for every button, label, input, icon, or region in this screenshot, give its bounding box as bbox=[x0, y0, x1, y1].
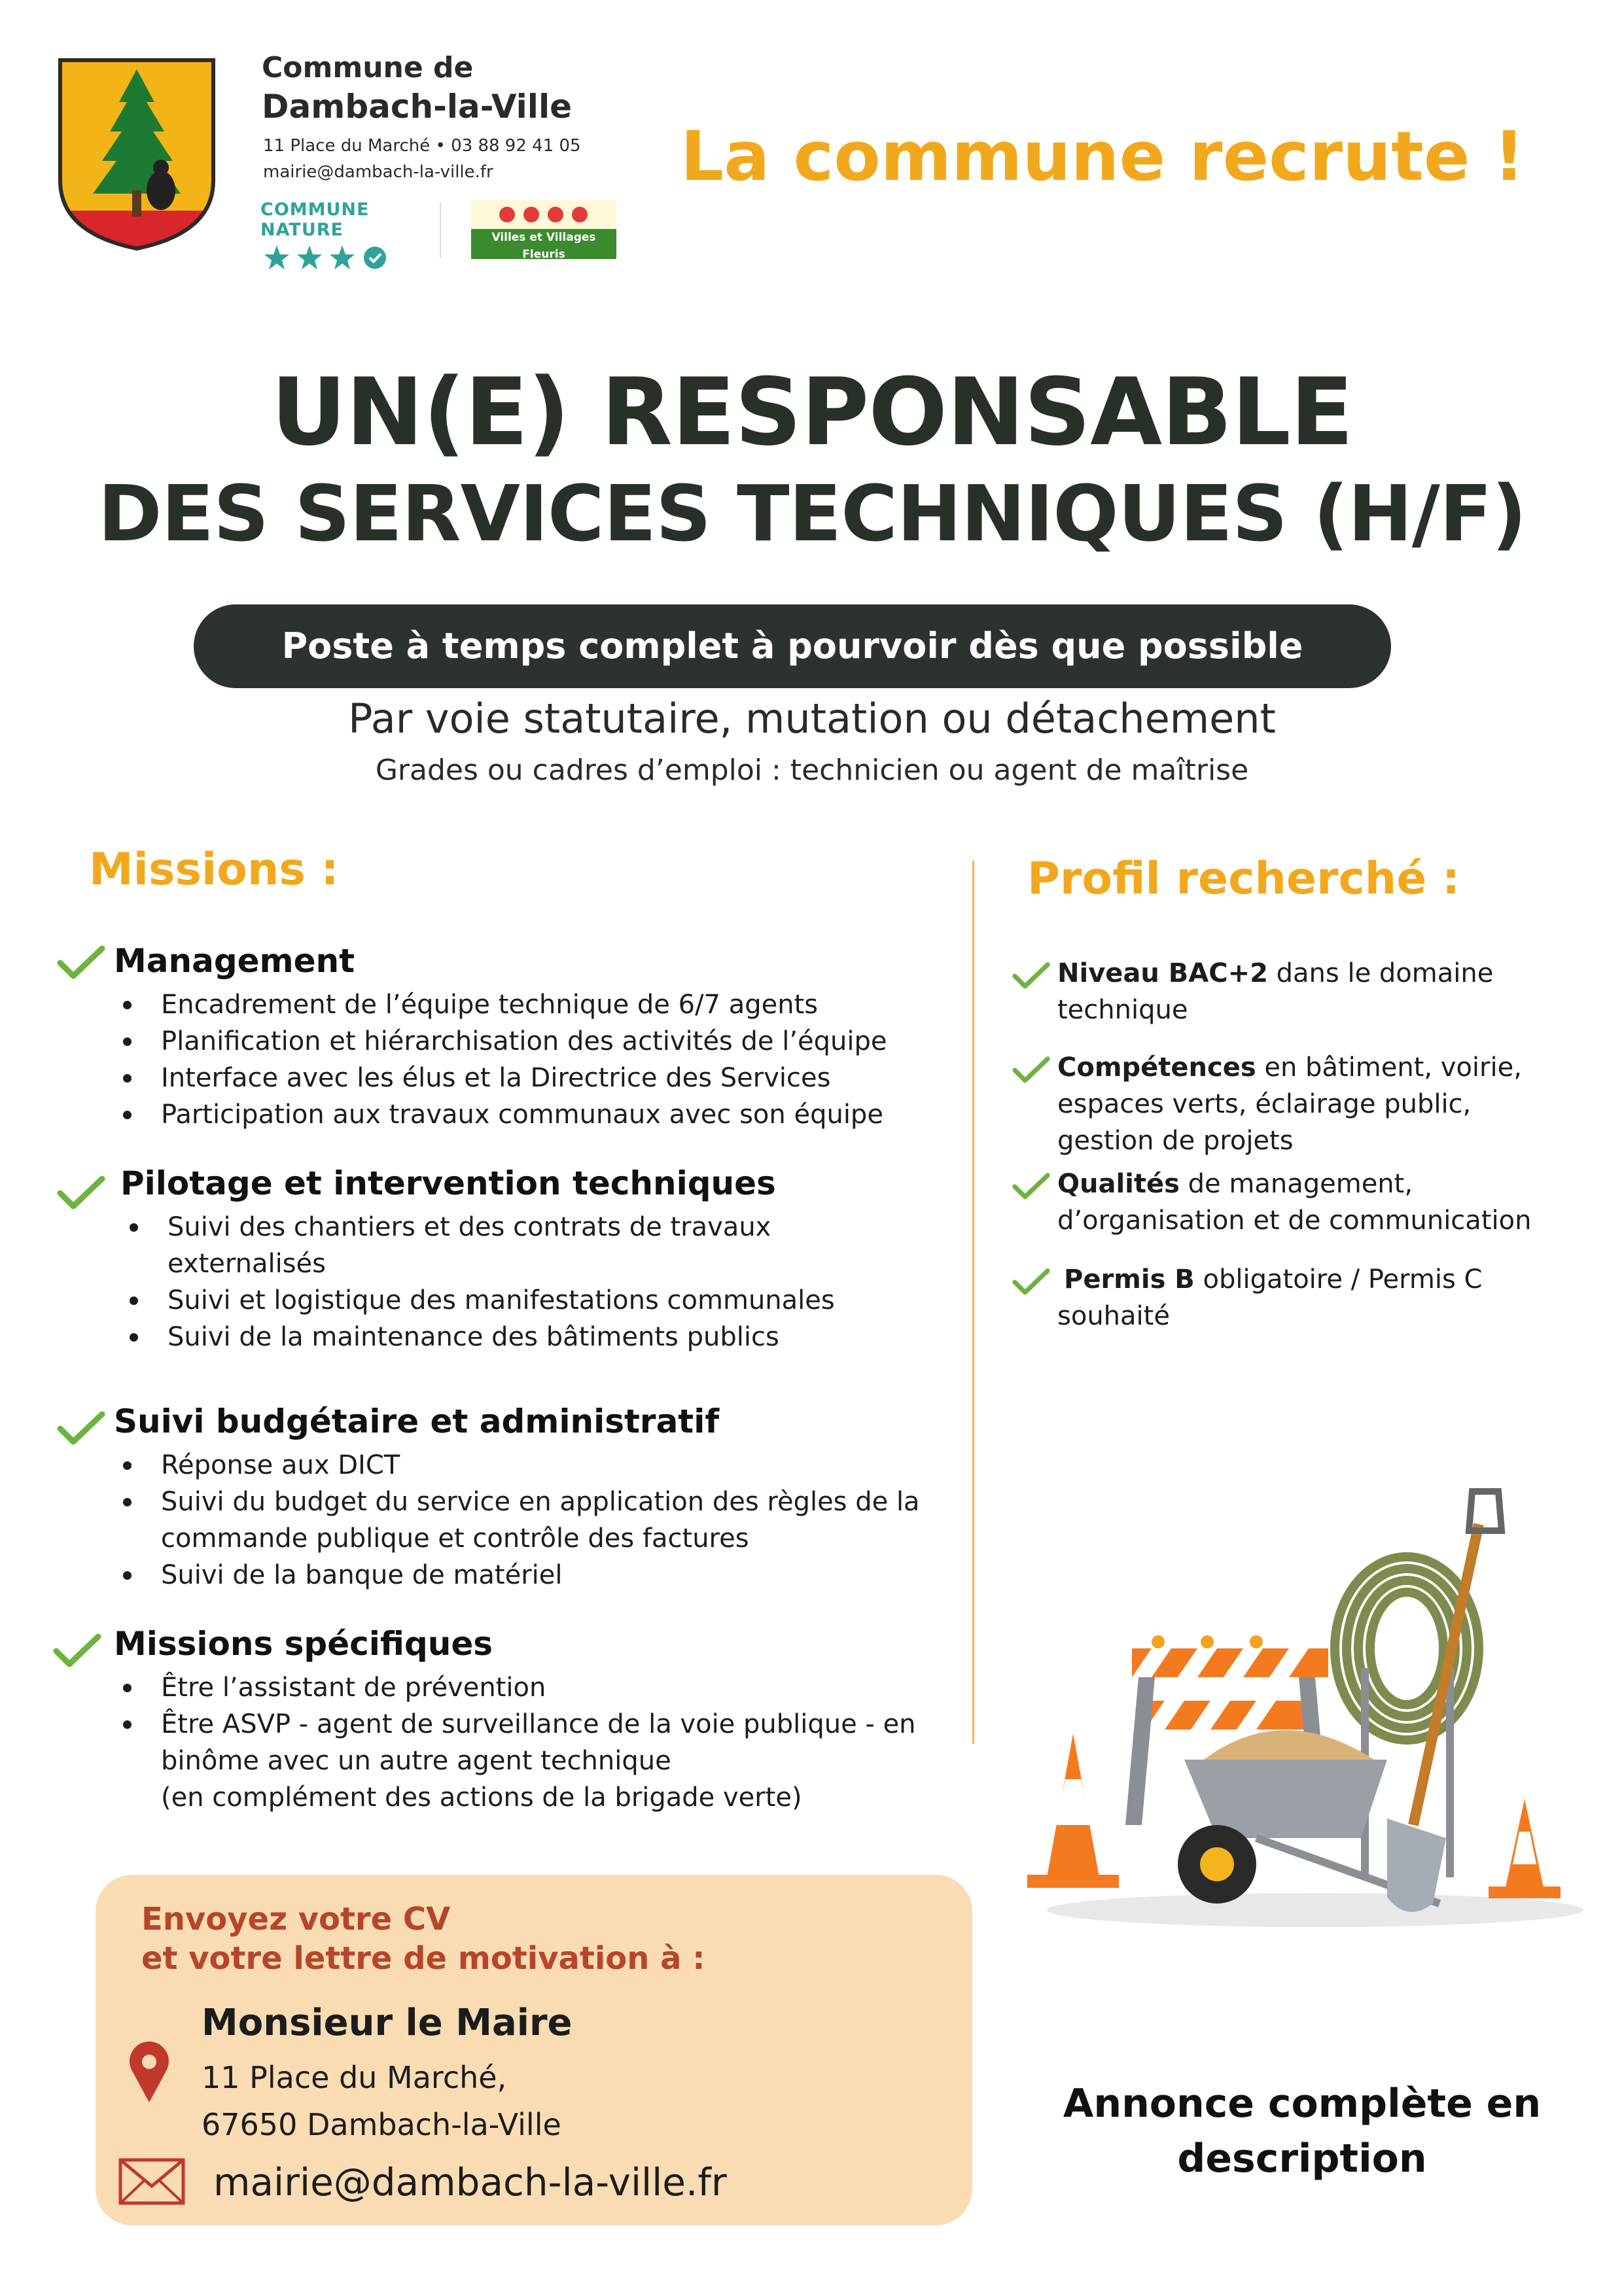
profil-item bbox=[1057, 1049, 1568, 1159]
villes-fleuris-label bbox=[471, 200, 616, 270]
mission-list-specifiques bbox=[115, 1669, 940, 1816]
envelope-icon bbox=[118, 2157, 186, 2206]
org-name-line2: Dambach-la-Ville bbox=[262, 88, 572, 126]
check-icon bbox=[56, 1410, 106, 1447]
list-item: Suivi des chantiers et des contrats de travaux externalisés bbox=[122, 1209, 881, 1282]
commune-nature-label-text: COMMUNE NATURE bbox=[260, 200, 370, 240]
profil-item-text: obligatoire / Permis C souhaité bbox=[1057, 1264, 1483, 1331]
check-icon bbox=[56, 1175, 106, 1211]
list-item: Suivi de la maintenance des bâtiments publics bbox=[122, 1319, 881, 1355]
check-icon bbox=[56, 945, 106, 981]
flowers-icon bbox=[260, 240, 411, 273]
send-instructions bbox=[141, 1900, 705, 1978]
job-title-line2: DES SERVICES TECHNIQUES (H/F) bbox=[97, 468, 1527, 559]
recruitment-mode: Par voie statutaire, mutation ou détachement bbox=[348, 695, 1276, 742]
contact-email[interactable]: mairie@dambach-la-ville.fr bbox=[213, 2160, 727, 2204]
profil-item bbox=[1057, 955, 1594, 1028]
annonce-note: Annonce complète en description bbox=[1063, 2081, 1542, 2182]
check-icon bbox=[52, 1633, 102, 1669]
profil-item-text: de management, d’organisation et de communication bbox=[1057, 1169, 1532, 1236]
profil-item-text: dans le domaine technique bbox=[1057, 958, 1494, 1025]
profil-heading: Profil recherché : bbox=[1027, 853, 1460, 905]
column-divider bbox=[972, 861, 974, 1744]
headline: La commune recrute ! bbox=[680, 116, 1525, 196]
send-line1: Envoyez votre CV bbox=[141, 1901, 451, 1938]
mission-list-management bbox=[115, 986, 966, 1133]
profil-item bbox=[1057, 1166, 1600, 1239]
job-title-line1: UN(E) RESPONSABLE bbox=[271, 358, 1353, 466]
profil-item-bold: Compétences bbox=[1057, 1052, 1256, 1083]
address-city: 67650 Dambach-la-Ville bbox=[202, 2107, 561, 2142]
list-item: Suivi du budget du service en application des règles de la commande publique et contrôle des factures bbox=[115, 1484, 927, 1557]
list-item: Suivi et logistique des manifestations communales bbox=[122, 1282, 881, 1319]
profil-item-bold: Permis B bbox=[1064, 1264, 1195, 1295]
check-icon bbox=[1012, 1172, 1051, 1201]
label-divider bbox=[440, 203, 441, 258]
list-item: Encadrement de l’équipe technique de 6/7 agents bbox=[115, 986, 966, 1023]
org-name-line1: Commune de bbox=[262, 51, 474, 84]
list-item: Interface avec les élus et la Directrice des Services bbox=[115, 1060, 966, 1096]
mission-title-pilotage: Pilotage et intervention techniques bbox=[120, 1164, 776, 1202]
org-email: mairie@dambach-la-ville.fr bbox=[263, 162, 493, 182]
mission-title-management: Management bbox=[114, 942, 355, 980]
list-item: Réponse aux DICT bbox=[115, 1447, 927, 1484]
coat-of-arms-icon bbox=[56, 56, 217, 252]
villes-fleuris-text: Villes et Villages Fleuris bbox=[491, 231, 596, 261]
location-pin-icon bbox=[128, 2041, 170, 2104]
address-street: 11 Place du Marché, bbox=[202, 2060, 507, 2095]
list-item: Être ASVP - agent de surveillance de la voie publique - en binôme avec un autre agent technique bbox=[115, 1706, 940, 1779]
villes-fleuris-subtext: LE LABEL NATIONAL DE LA QUALITÉ DE VIE bbox=[494, 264, 593, 270]
list-item: Être l’assistant de prévention bbox=[115, 1669, 940, 1706]
commune-nature-label bbox=[260, 200, 411, 258]
recipient-address bbox=[202, 2054, 561, 2148]
mission-title-budget: Suivi budgétaire et administratif bbox=[114, 1402, 720, 1440]
check-icon bbox=[1012, 1268, 1051, 1296]
missions-heading: Missions : bbox=[89, 844, 339, 896]
check-icon bbox=[1012, 962, 1051, 990]
job-type-pill: Poste à temps complet à pourvoir dès que possible bbox=[194, 604, 1391, 688]
grades: Grades ou cadres d’emploi : technicien ou agent de maîtrise bbox=[375, 754, 1249, 787]
list-item: Suivi de la banque de matériel bbox=[115, 1557, 927, 1593]
list-item: Participation aux travaux communaux avec son équipe bbox=[115, 1096, 966, 1133]
profil-item bbox=[1057, 1261, 1528, 1334]
mission-list-budget bbox=[115, 1447, 927, 1593]
construction-illustration bbox=[1021, 1485, 1583, 1936]
recipient-name: Monsieur le Maire bbox=[202, 2002, 573, 2044]
profil-item-bold: Niveau BAC+2 bbox=[1057, 958, 1268, 988]
profil-item-text: en bâtiment, voirie, espaces verts, éclairage public, gestion de projets bbox=[1057, 1052, 1522, 1156]
send-line2: et votre lettre de motivation à : bbox=[141, 1940, 705, 1977]
list-item: (en complément des actions de la brigade verte) bbox=[161, 1783, 802, 1813]
org-address-phone: 11 Place du Marché • 03 88 92 41 05 bbox=[263, 136, 581, 156]
mission-list-pilotage bbox=[122, 1209, 881, 1355]
flower-rating-icon bbox=[471, 200, 616, 229]
profil-item-bold: Qualités bbox=[1057, 1169, 1180, 1199]
check-icon bbox=[1012, 1056, 1051, 1085]
list-item: Planification et hiérarchisation des activités de l’équipe bbox=[115, 1023, 966, 1060]
mission-title-specifiques: Missions spécifiques bbox=[114, 1625, 493, 1663]
